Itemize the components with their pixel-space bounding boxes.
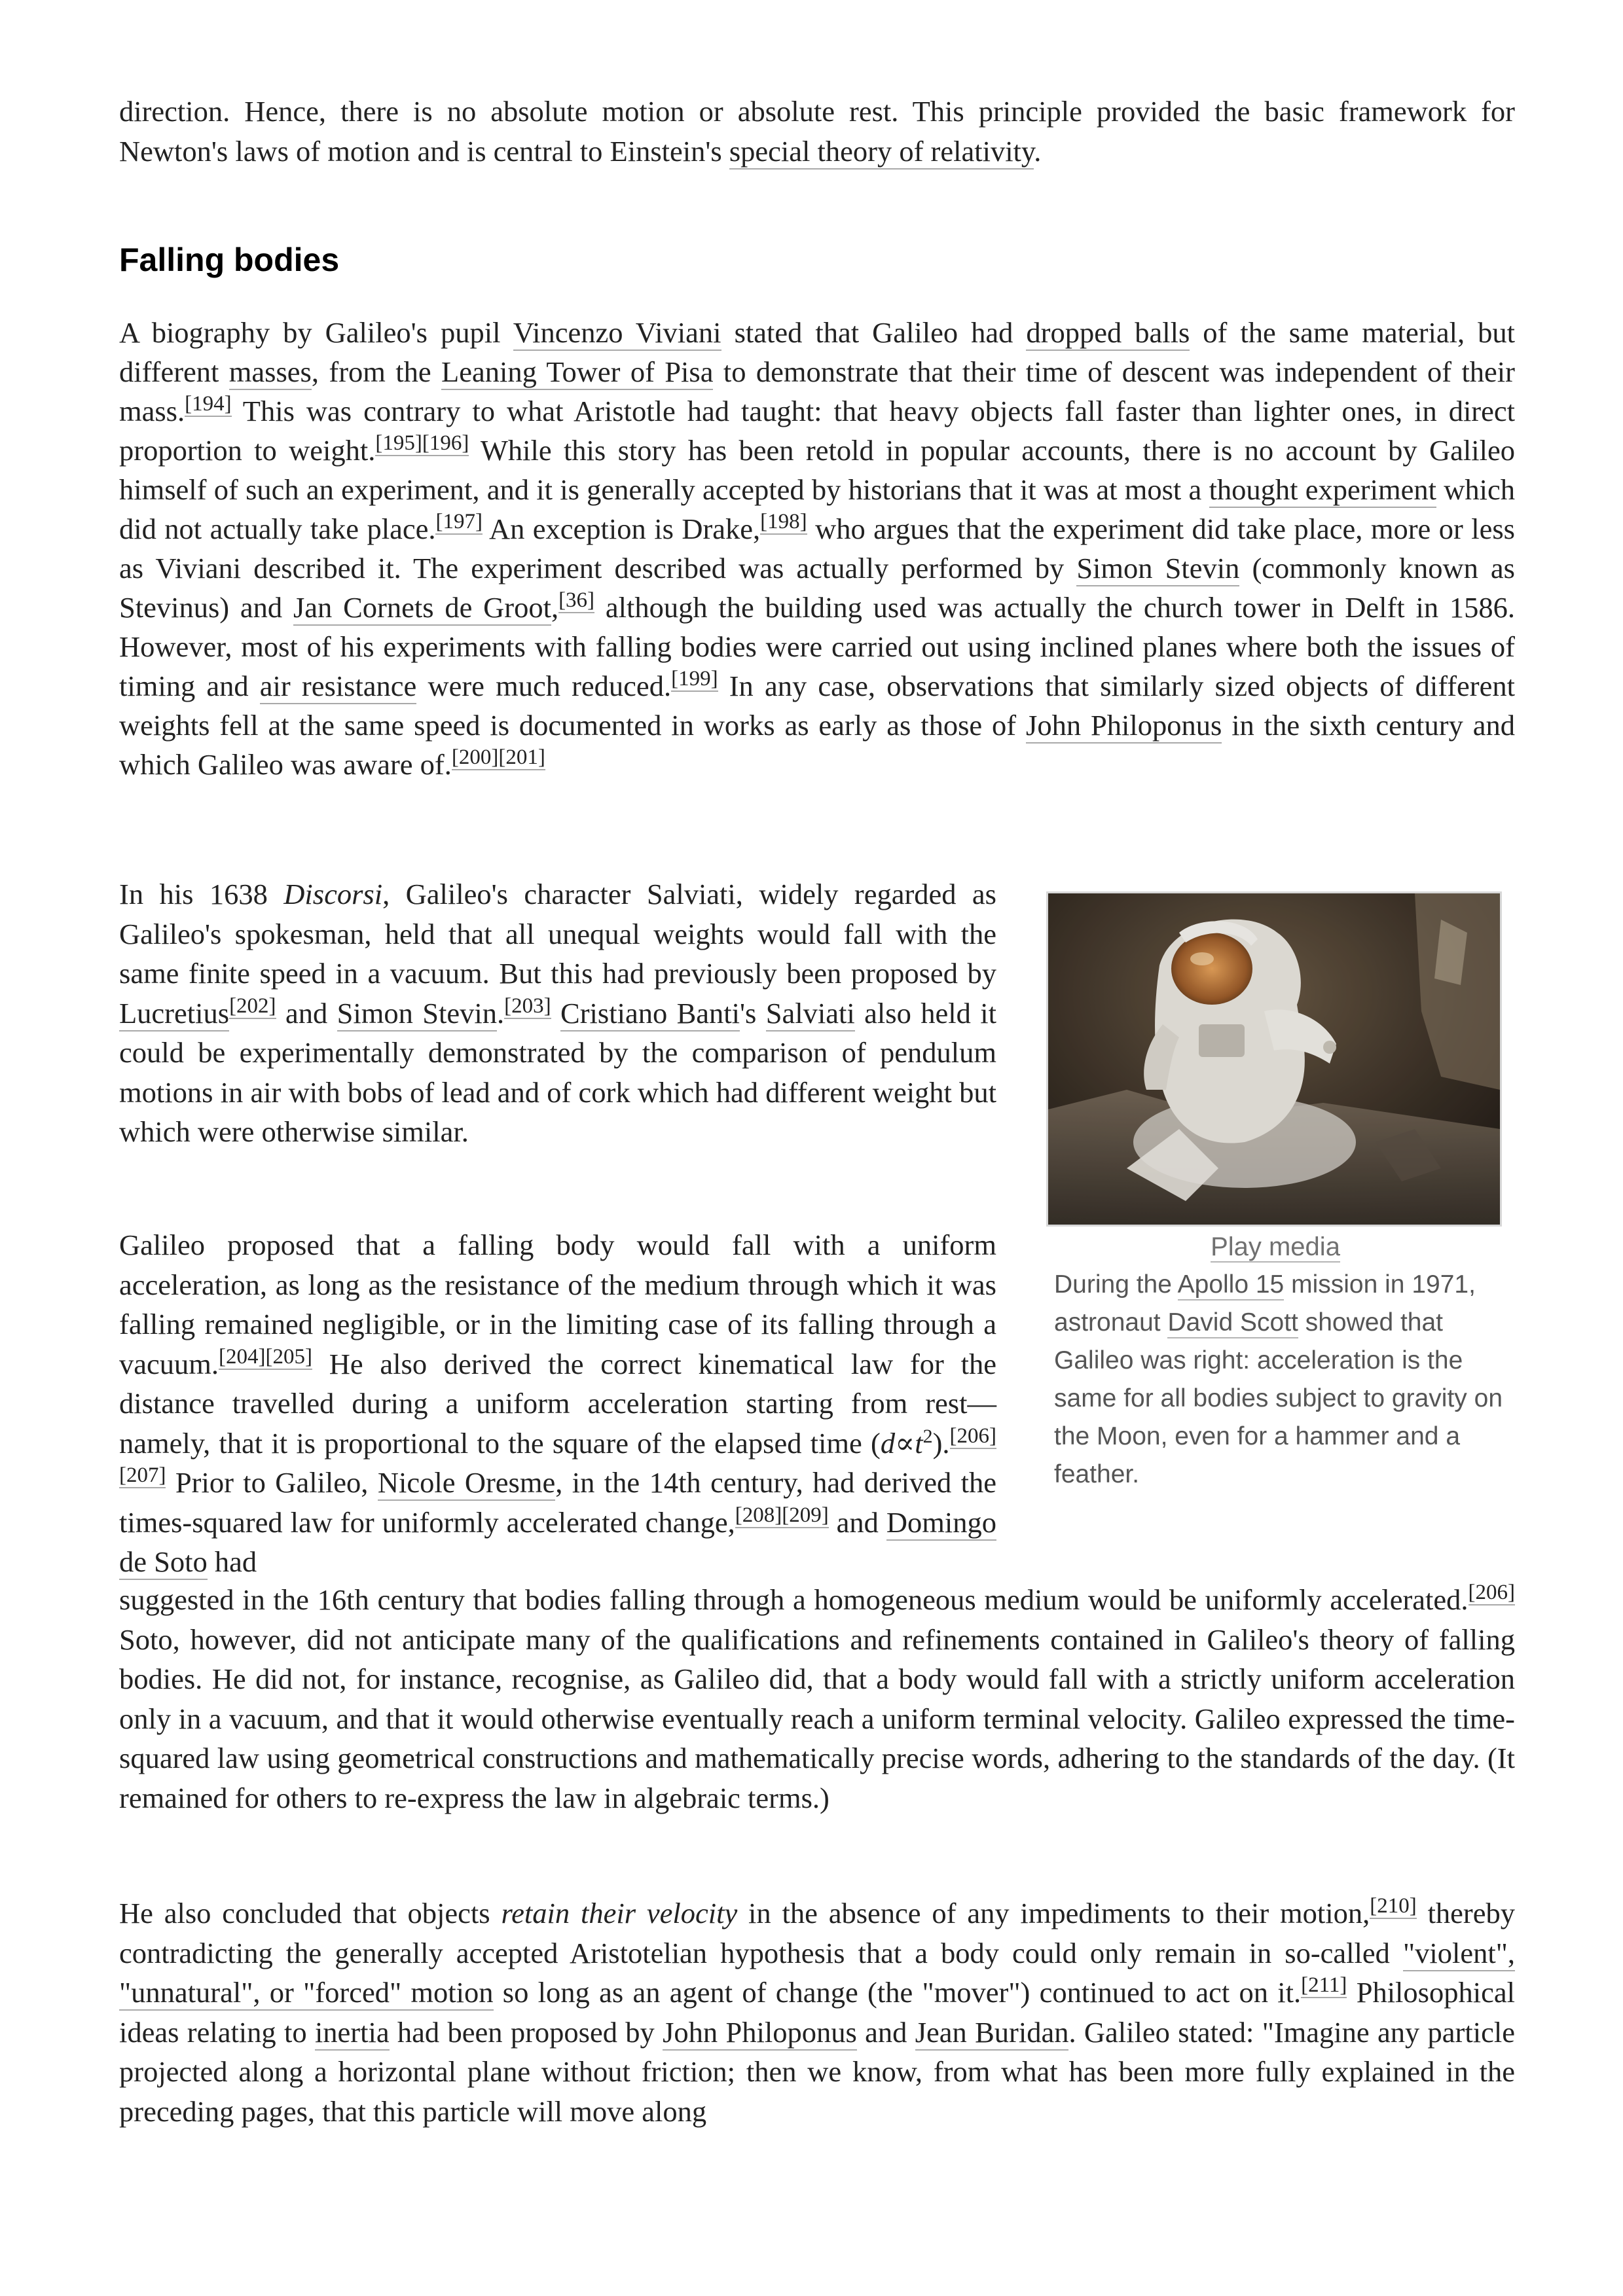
paragraph-text: . Galileo stated: "Imagine any particle projected along a horizontal plane without friction; then we know, from what has been more fully explained in the preceding pages, that this particle will move along [119,2015,1515,2128]
paragraph-text: which did not actually take place. [119,473,1515,545]
citation-194[interactable]: [194] [185,392,232,416]
paragraph-text: although the building used was actually the church tower in Delft in 1586. However, most of his experiments with falling bodies were carried out using inclined planes where both the issues of timing and [119,591,1515,702]
link-david-scott[interactable]: David Scott [1167,1308,1298,1338]
paragraph-text: in the absence of any impediments to their motion, [737,1897,1370,1929]
paragraph-text: to demonstrate that their time of descent was independent of their mass. [119,355,1515,427]
paragraph-text: He also concluded that objects [119,1897,501,1929]
paragraph-text: and [276,996,337,1030]
link-salviati[interactable]: Salviati [766,997,855,1031]
paragraph-text: had [207,1545,257,1578]
citation-203[interactable]: [203] [504,994,551,1018]
paragraph-text: Prior to Galileo, [166,1466,378,1499]
paragraph-text: direction. Hence, there is no absolute motion or absolute rest. This principle provided the basic framework for Newton's laws of motion and is central to Einstein's [119,95,1515,168]
paragraph-text: , [551,591,559,624]
link-inertia[interactable]: inertia [315,2016,390,2051]
paragraph-uniform-acceleration [119,1225,996,1582]
paragraph-text [551,997,560,1030]
paragraph-text: of the same material, but different [119,316,1515,388]
paragraph-text: so long as an agent of change (the "mover") continued to act on it. [493,1976,1302,2009]
paragraph-text: suggested in the 16th century that bodies falling through a homogeneous medium would be uniformly accelerated. [119,1583,1468,1616]
citation-195[interactable]: [195] [375,431,422,456]
paragraph-text: had been proposed by [389,2015,663,2049]
link-air-resistance[interactable]: air resistance [260,670,417,704]
link-jan-cornets-de-groot[interactable]: Jan Cornets de Groot [293,591,551,626]
paragraph-text: While this story has been retold in popular accounts, there is no account by Galileo himself of such an experiment, and it is generally accepted by historians that it was at most a [119,434,1515,506]
paragraph-text: . [497,996,505,1030]
paragraph-text: , in the 14th century, had derived the times-squared law for uniformly accelerated change, [119,1466,997,1539]
apollo-15-astronaut-image [1048,893,1500,1225]
paragraph-text: were much reduced. [416,670,672,702]
paragraph-text: A biography by Galileo's pupil [119,316,513,349]
section-heading-falling-bodies: Falling bodies [119,242,340,278]
link-nicole-oresme[interactable]: Nicole Oresme [378,1466,555,1501]
citation-206-b[interactable]: [206] [1468,1581,1515,1605]
math-variable-d: d [880,1426,896,1460]
math-proportional-sign: ∝ [895,1426,915,1460]
paragraph-text: In any case, observations that similarly sized objects of different weights fell at the same speed is documented in works as early as those of [119,670,1515,742]
video-thumbnail[interactable] [1046,891,1502,1227]
link-john-philoponus[interactable]: John Philoponus [1026,709,1222,744]
paragraph-text: In his 1638 [119,878,284,910]
paragraph-text: . [1034,134,1042,168]
link-vincenzo-viviani[interactable]: Vincenzo Viviani [513,316,721,351]
citation-36[interactable]: [36] [558,588,595,613]
paragraph-text: stated that Galileo had [721,316,1027,349]
media-figure [1046,891,1504,1494]
paragraph-text: who argues that the experiment did take place, more or less as Viviani described it. The experiment described was actually performed by [119,512,1516,584]
link-john-philoponus-2[interactable]: John Philoponus [663,2016,857,2051]
citation-208[interactable]: [208] [735,1503,782,1527]
paragraph-text: Galileo proposed that a falling body would fall with a uniform acceleration, as long as the resistance of the medium through which it was falling remained negligible, or in the limiting case of its falling through a vacuum. [119,1229,996,1380]
citation-200[interactable]: [200] [451,745,499,770]
paragraph-text: in the sixth century and which Galileo was aware of. [119,709,1515,781]
paragraph-text: Philosophical ideas relating to [119,1976,1515,2049]
paragraph-text: Soto, however, did not anticipate many of the qualifications and refinements contained in Galileo's theory of falling bodies. He did not, for instance, recognise, as Galileo did, that a body would fall with a strictly uniform acceleration only in a vacuum, and that it would otherwise eventually reach a uniform terminal velocity. Galileo expressed the time-squared law using geometrical constructions and mathematically precise words, adhering to the standards of the day. (It remained for others to re-express the law in algebraic terms.) [119,1623,1515,1814]
link-masses[interactable]: masses [229,355,312,390]
paragraph-biography [119,313,1515,784]
emphasis-retain-velocity: retain their velocity [501,1897,738,1929]
paragraph-inertia [119,1893,1515,2131]
citation-207[interactable]: [207] [119,1463,166,1488]
link-cristiano-banti[interactable]: Cristiano Banti [560,997,740,1031]
caption-text: showed that Galileo was right: acceleration is the same for all bodies subject to gravity on the Moon, even for a hammer and a feather. [1054,1308,1503,1488]
math-variable-t: t [915,1426,923,1460]
paragraph-text: and [828,1505,886,1539]
link-dropped-balls[interactable]: dropped balls [1026,316,1190,351]
paragraph-text: (commonly known as Stevinus) and [119,552,1515,624]
citation-209[interactable]: [209] [782,1503,829,1527]
paragraph-soto [119,1580,1515,1818]
link-forced-motion[interactable]: "violent", "unnatural", or "forced" motion [119,1937,1515,2011]
citation-198[interactable]: [198] [760,510,807,534]
emphasis-discorsi: Discorsi [283,878,383,910]
citation-201[interactable]: [201] [498,745,545,770]
citation-196[interactable]: [196] [422,431,469,456]
paragraph-text: ). [932,1426,950,1460]
link-simon-stevin[interactable]: Simon Stevin [1076,552,1239,586]
citation-211[interactable]: [211] [1301,1973,1347,1998]
paragraph-text: This was contrary to what Aristotle had taught: that heavy objects fall faster than lighter ones, in direct proportion to weight. [119,395,1515,467]
math-exponent: 2 [922,1425,933,1447]
paragraph-text: , Galileo's character Salviati, widely regarded as Galileo's spokesman, held that all unequal weights would fall with the same finite speed in a vacuum. But this had previously been proposed by [119,878,997,990]
citation-202[interactable]: [202] [229,994,276,1018]
paragraph-text: and [856,2015,915,2049]
paragraph-text: 's [740,996,766,1030]
paragraph-relativity [119,92,1515,171]
link-jean-buridan[interactable]: Jean Buridan [915,2016,1069,2051]
link-thought-experiment[interactable]: thought experiment [1209,473,1436,508]
paragraph-text: thereby contradicting the generally accepted Aristotelian hypothesis that a body could only remain in so-called [119,1897,1516,1969]
citation-197[interactable]: [197] [435,510,483,534]
play-media-link[interactable] [1046,1229,1504,1265]
link-domingo-de-soto[interactable]: Domingo de Soto [119,1506,996,1581]
paragraph-text: He also derived the correct kinematical law for the distance travelled during a uniform acceleration starting from rest—namely, that it is proportional to the square of the elapsed time ( [119,1347,996,1460]
caption-text: During the [1054,1270,1178,1299]
citation-206[interactable]: [206] [949,1424,996,1448]
citation-199[interactable]: [199] [671,667,718,691]
paragraph-text: , from the [311,355,442,388]
link-special-relativity[interactable]: special theory of relativity [729,135,1034,170]
paragraph-discorsi [119,874,996,1152]
paragraph-text: An exception is Drake, [482,512,761,545]
link-leaning-tower-of-pisa[interactable]: Leaning Tower of Pisa [441,355,713,390]
citation-210[interactable]: [210] [1370,1894,1417,1918]
play-media-label: Play media [1211,1232,1340,1261]
citation-204[interactable]: [204] [219,1344,266,1369]
link-simon-stevin-2[interactable]: Simon Stevin [337,997,497,1031]
link-apollo-15[interactable]: Apollo 15 [1178,1270,1285,1300]
paragraph-text: also held it could be experimentally demonstrated by the comparison of pendulum motions in air with bobs of lead and of cork which had different weight but which were otherwise similar. [119,996,996,1148]
citation-205[interactable]: [205] [265,1344,312,1369]
caption-text: mission in 1971, astronaut [1054,1270,1476,1336]
figure-caption [1054,1266,1504,1494]
link-lucretius[interactable]: Lucretius [119,997,229,1031]
